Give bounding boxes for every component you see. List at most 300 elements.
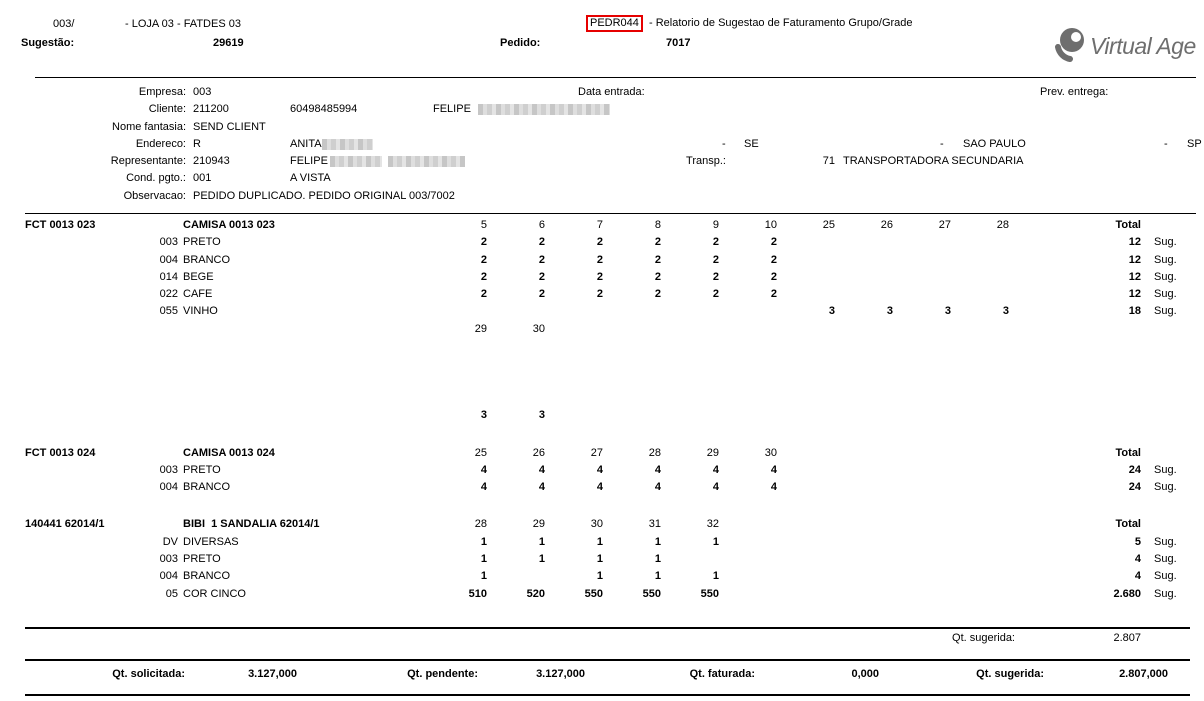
qty-cell (893, 355, 951, 372)
observacao-value: PEDIDO DUPLICADO. PEDIDO ORIGINAL 003/7002 (193, 189, 455, 202)
qty-cell (719, 534, 777, 551)
color-code: 004 (159, 570, 178, 583)
qty-cell (661, 390, 719, 407)
separator-dash: - (1164, 137, 1168, 150)
qty-cell: 4 (538, 481, 545, 494)
sug-suffix: Sug. (1154, 253, 1177, 266)
size-header-cell: 28 (648, 446, 661, 459)
size-header-cell: 26 (880, 219, 893, 231)
qty-cell (951, 373, 1009, 390)
sug-suffix: Sug. (1154, 236, 1177, 249)
size-header-cell (951, 445, 1009, 462)
qty-cell (719, 303, 777, 320)
virtualage-logo-icon (1052, 27, 1086, 65)
qt-solicitada-label: Qt. solicitada: (112, 668, 185, 680)
qty-cell: 2 (596, 288, 603, 301)
group-code (25, 321, 180, 338)
color-row (25, 286, 1190, 303)
color-name: DIVERSAS (183, 535, 239, 548)
size-header-cell (603, 321, 661, 338)
qty-cell (661, 373, 719, 390)
qty-cell: 1 (596, 553, 603, 566)
qty-cell (835, 534, 893, 551)
color-code: 003 (159, 553, 178, 566)
qty-cell (430, 303, 487, 320)
size-header-cell: 7 (596, 219, 603, 231)
branch-name: - LOJA 03 - FATDES 03 (125, 18, 241, 30)
total-cell: 4 (1134, 570, 1141, 583)
size-header-cell: 30 (590, 518, 603, 531)
sug-suffix (1141, 338, 1190, 355)
qty-cell (893, 568, 951, 585)
qt-faturada-value: 0,000 (851, 668, 879, 680)
qty-cell (430, 373, 487, 390)
qty-cell (430, 338, 487, 355)
cliente-name: FELIPE (433, 103, 471, 116)
qty-cell (893, 479, 951, 496)
qt-pendente-label: Qt. pendente: (407, 668, 478, 680)
color-name (180, 321, 430, 338)
group-code (25, 355, 180, 372)
sug-suffix (1141, 516, 1190, 533)
color-name: PRETO (183, 553, 221, 566)
qty-cell (951, 534, 1009, 551)
qty-cell (951, 355, 1009, 372)
size-header-cell (719, 321, 777, 338)
info-row-empresa (0, 84, 1204, 101)
qty-cell: 2 (654, 270, 661, 283)
qty-cell (603, 338, 661, 355)
qty-cell: 4 (480, 463, 487, 476)
transp-name: TRANSPORTADORA SECUNDARIA (843, 155, 1024, 168)
qty-cell: 4 (596, 463, 603, 476)
qty-cell (951, 390, 1009, 407)
qty-cell (545, 338, 603, 355)
qty-cell: 2 (770, 253, 777, 266)
qty-cell: 2 (480, 236, 487, 249)
size-header-cell (835, 321, 893, 338)
qty-cell: 1 (712, 570, 719, 583)
total-cell (1009, 373, 1141, 390)
qty-cell (487, 390, 545, 407)
total-cell: 12 (1128, 236, 1141, 249)
sugestao-label: Sugestão: (21, 37, 75, 49)
sug-suffix: Sug. (1154, 305, 1177, 318)
redacted-text (322, 139, 373, 150)
qty-cell: 2 (654, 288, 661, 301)
branch-code: 003/ (53, 18, 75, 30)
sug-suffix: Sug. (1154, 463, 1177, 476)
total-cell: Total (1115, 446, 1141, 459)
sug-suffix (1141, 390, 1190, 407)
sug-suffix (1141, 355, 1190, 372)
redacted-text (478, 104, 610, 115)
color-code: DV (162, 535, 178, 548)
qty-cell (835, 252, 893, 269)
sug-suffix (1141, 407, 1190, 424)
sug-suffix: Sug. (1154, 570, 1177, 583)
color-code: 003 (159, 236, 178, 249)
qty-cell: 2 (480, 270, 487, 283)
qty-cell (661, 355, 719, 372)
size-header-cell (893, 445, 951, 462)
qty-cell (835, 479, 893, 496)
sug-suffix: Sug. (1154, 553, 1177, 566)
data-entrada-label: Data entrada: (578, 86, 645, 98)
size-header-cell: 32 (706, 518, 719, 531)
qty-cell (430, 390, 487, 407)
qty-cell (951, 407, 1009, 424)
logo-text: Virtual Age (1090, 33, 1196, 59)
size-header-cell: 30 (532, 322, 545, 335)
color-code: 022 (159, 288, 178, 301)
info-row-endereco (0, 136, 1204, 153)
qty-cell (545, 407, 603, 424)
qty-cell (893, 269, 951, 286)
qty-cell (951, 479, 1009, 496)
group-code (25, 407, 180, 424)
qty-cell (777, 534, 835, 551)
endereco-type: R (193, 137, 201, 150)
qty-cell: 4 (596, 481, 603, 494)
group-code (25, 390, 180, 407)
qty-cell: 2 (770, 236, 777, 249)
qty-cell: 3 (828, 305, 835, 318)
qty-cell (951, 286, 1009, 303)
representante-label: Representante: (110, 155, 186, 168)
color-row (25, 269, 1190, 286)
group-code: 140441 62014/1 (25, 518, 105, 531)
group-code: FCT 0013 024 (25, 446, 96, 459)
qty-cell (661, 551, 719, 568)
qty-cell (719, 586, 777, 603)
color-code: 055 (159, 305, 178, 318)
qty-cell (835, 390, 893, 407)
size-header-cell (777, 516, 835, 533)
total-cell: 24 (1128, 463, 1141, 476)
qty-cell (835, 373, 893, 390)
continuation-row (25, 390, 1190, 407)
prev-entrega-label: Prev. entrega: (1040, 86, 1109, 98)
qty-cell (545, 390, 603, 407)
qty-cell (951, 234, 1009, 251)
qty-cell: 2 (538, 236, 545, 249)
qty-cell: 2 (538, 253, 545, 266)
qty-cell: 1 (654, 553, 661, 566)
size-header-cell: 25 (474, 446, 487, 459)
size-header-cell (777, 321, 835, 338)
qty-cell (893, 407, 951, 424)
qty-cell: 2 (538, 270, 545, 283)
qty-cell (545, 303, 603, 320)
size-header-cell (951, 321, 1009, 338)
qty-cell (777, 586, 835, 603)
totals-row (0, 666, 1204, 683)
color-row (25, 568, 1190, 585)
item-group (25, 217, 1190, 425)
group-description: CAMISA 0013 023 (183, 219, 275, 231)
qt-sugerida-label: Qt. sugerida: (952, 632, 1015, 644)
group-code (25, 338, 180, 355)
qty-cell (951, 551, 1009, 568)
info-divider (25, 213, 1196, 214)
qty-cell: 1 (596, 570, 603, 583)
color-name: BRANCO (183, 253, 231, 266)
nome-fantasia-label: Nome fantasia: (112, 120, 186, 133)
qty-cell: 2 (480, 253, 487, 266)
cliente-code: 211200 (193, 103, 229, 116)
sug-suffix: Sug. (1154, 535, 1177, 548)
total-cell: Total (1115, 219, 1141, 231)
color-row (25, 586, 1190, 603)
separator-dash: - (940, 137, 944, 150)
qty-cell (835, 568, 893, 585)
qty-cell: 4 (770, 481, 777, 494)
sug-suffix (1141, 373, 1190, 390)
qty-cell (777, 462, 835, 479)
qty-cell: 2 (712, 236, 719, 249)
sugestao-value: 29619 (213, 37, 244, 49)
size-header-cell: 25 (822, 219, 835, 231)
color-code: 003 (159, 463, 178, 476)
qty-cell (951, 252, 1009, 269)
cond-pgto-code: 001 (193, 172, 212, 185)
qty-cell: 1 (538, 553, 545, 566)
endereco-uf2: SP (1187, 137, 1202, 150)
qt-faturada-label: Qt. faturada: (689, 668, 755, 680)
qty-cell: 4 (654, 481, 661, 494)
size-header-cell: 30 (764, 446, 777, 459)
total-cell: 24 (1128, 481, 1141, 494)
qty-cell (835, 338, 893, 355)
qty-cell (835, 551, 893, 568)
qty-cell: 3 (480, 409, 487, 422)
qty-cell: 2 (654, 236, 661, 249)
items-section (25, 217, 1190, 603)
qt-sugerida-total-value: 2.807,000 (1119, 668, 1168, 680)
size-header-cell (545, 321, 603, 338)
qty-cell (719, 551, 777, 568)
qty-cell (835, 286, 893, 303)
qty-cell (951, 568, 1009, 585)
size-header-cell: 27 (938, 219, 951, 231)
qty-cell (487, 303, 545, 320)
qty-cell (951, 338, 1009, 355)
qty-cell (777, 551, 835, 568)
qty-cell (777, 373, 835, 390)
qty-cell (777, 390, 835, 407)
size-header-cell (777, 445, 835, 462)
qty-cell (719, 390, 777, 407)
sug-suffix: Sug. (1154, 481, 1177, 494)
observacao-label: Observacao: (123, 189, 186, 202)
sug-suffix: Sug. (1154, 587, 1177, 600)
info-row-nome-fantasia (0, 119, 1204, 136)
qty-cell (835, 355, 893, 372)
size-header-cell: 28 (474, 518, 487, 531)
qty-cell (603, 355, 661, 372)
qty-cell: 2 (654, 253, 661, 266)
endereco-street: ANITA (290, 137, 322, 150)
qty-cell (777, 479, 835, 496)
color-name (180, 355, 430, 372)
color-row (25, 534, 1190, 551)
summary-row (0, 630, 1204, 647)
qty-cell: 1 (596, 535, 603, 548)
qty-cell: 3 (1002, 305, 1009, 318)
qty-cell (719, 373, 777, 390)
cond-pgto-label: Cond. pgto.: (126, 172, 186, 185)
qty-cell (893, 338, 951, 355)
color-name (180, 338, 430, 355)
qty-cell (487, 355, 545, 372)
qty-cell: 550 (700, 587, 719, 600)
qty-cell (893, 373, 951, 390)
qty-cell (893, 234, 951, 251)
qty-cell: 2 (480, 288, 487, 301)
summary-divider-top (25, 627, 1190, 629)
info-row-observacao (0, 188, 1204, 205)
qty-cell (719, 338, 777, 355)
qty-cell (893, 462, 951, 479)
size-header-cell: 27 (590, 446, 603, 459)
qty-cell (893, 252, 951, 269)
group-description: BIBI 1 SANDALIA 62014/1 (183, 518, 320, 531)
sug-suffix (1141, 321, 1190, 338)
qty-cell (777, 269, 835, 286)
pedido-value: 7017 (666, 37, 691, 49)
virtualage-logo (1052, 27, 1196, 65)
qty-cell (603, 407, 661, 424)
size-header-cell (835, 445, 893, 462)
color-row (25, 479, 1190, 496)
qty-cell (719, 407, 777, 424)
group-description: CAMISA 0013 024 (183, 446, 275, 459)
qty-cell (777, 355, 835, 372)
cond-pgto-value: A VISTA (290, 172, 331, 185)
order-info (0, 84, 1204, 205)
representante-name: FELIPE (290, 155, 328, 168)
qt-sugerida-value: 2.807 (1113, 632, 1141, 644)
continuation-row (25, 407, 1190, 424)
qty-cell (951, 269, 1009, 286)
sug-suffix: Sug. (1154, 270, 1177, 283)
qty-cell: 2 (596, 236, 603, 249)
qty-cell (951, 586, 1009, 603)
redacted-text (388, 156, 465, 167)
info-row-cliente (0, 101, 1204, 118)
color-name: BEGE (183, 270, 214, 283)
qty-cell (777, 338, 835, 355)
size-header-cell (893, 516, 951, 533)
color-row (25, 252, 1190, 269)
continuation-row (25, 355, 1190, 372)
group-code: FCT 0013 023 (25, 219, 96, 231)
summary-divider-bottom (25, 659, 1190, 661)
qty-cell (487, 568, 545, 585)
qty-cell (951, 462, 1009, 479)
total-cell: 12 (1128, 270, 1141, 283)
continuation-header-row (25, 321, 1190, 338)
qty-cell (777, 568, 835, 585)
qty-cell: 550 (642, 587, 661, 600)
pedido-label: Pedido: (500, 37, 541, 49)
size-header-cell: 28 (996, 219, 1009, 231)
color-row (25, 303, 1190, 320)
qty-cell: 550 (584, 587, 603, 600)
endereco-uf1: SE (744, 137, 759, 150)
total-cell (1009, 390, 1141, 407)
qty-cell (893, 286, 951, 303)
qty-cell: 1 (480, 535, 487, 548)
sug-suffix (1141, 445, 1190, 462)
group-header-row (25, 217, 1190, 234)
size-header-cell (893, 321, 951, 338)
qty-cell: 1 (480, 553, 487, 566)
total-cell: 12 (1128, 253, 1141, 266)
size-header-cell: 8 (654, 219, 661, 231)
color-name (180, 373, 430, 390)
qty-cell (487, 373, 545, 390)
color-row (25, 462, 1190, 479)
qty-cell (603, 390, 661, 407)
qty-cell: 1 (538, 535, 545, 548)
header-divider (35, 77, 1196, 78)
color-name: CAFE (183, 288, 213, 301)
separator-dash: - (722, 137, 726, 150)
qt-solicitada-value: 3.127,000 (248, 668, 297, 680)
qty-cell (835, 407, 893, 424)
qty-cell: 1 (654, 535, 661, 548)
total-cell (1009, 338, 1141, 355)
sug-suffix (1141, 217, 1190, 234)
empresa-label: Empresa: (138, 86, 186, 98)
qty-cell: 2 (770, 288, 777, 301)
size-header-cell (719, 516, 777, 533)
total-cell: 12 (1128, 288, 1141, 301)
qty-cell: 2 (596, 253, 603, 266)
total-cell (1009, 355, 1141, 372)
size-header-cell: 31 (648, 518, 661, 531)
qty-cell (893, 586, 951, 603)
color-name: BRANCO (183, 570, 231, 583)
qty-cell: 510 (468, 587, 487, 600)
item-group (25, 445, 1190, 497)
item-group (25, 516, 1190, 602)
qty-cell (777, 252, 835, 269)
total-cell: 2.680 (1113, 587, 1141, 600)
total-cell: 18 (1128, 305, 1141, 318)
color-row (25, 551, 1190, 568)
group-header-row (25, 516, 1190, 533)
qty-cell: 4 (712, 481, 719, 494)
size-header-cell: 29 (532, 518, 545, 531)
qty-cell (777, 407, 835, 424)
size-header-cell (951, 516, 1009, 533)
color-code: 004 (159, 253, 178, 266)
qty-cell: 2 (712, 253, 719, 266)
qty-cell: 3 (886, 305, 893, 318)
qty-cell (661, 338, 719, 355)
color-name: BRANCO (183, 481, 231, 494)
color-row (25, 234, 1190, 251)
qty-cell (835, 234, 893, 251)
qty-cell (603, 303, 661, 320)
qty-cell: 3 (538, 409, 545, 422)
qty-cell: 2 (712, 270, 719, 283)
report-title: - Relatorio de Sugestao de Faturamento Grupo/Grade (648, 17, 913, 29)
size-header-cell: 10 (764, 219, 777, 231)
